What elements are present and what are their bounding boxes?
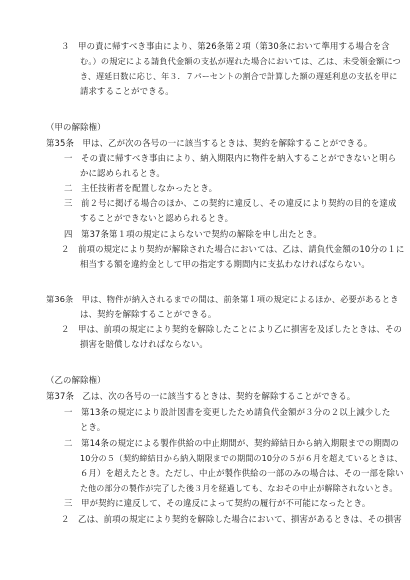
text-line: む。）の規定による請負代金額の支払が遅れた場合においては、乙は、未受領金額につ	[80, 56, 401, 66]
text-line: ３ 甲の責に帰すべき事由により、第26条第２項（第30条において準用する場合を含	[61, 41, 390, 51]
text-line: 10分の５（契約締結日から納入期限までの期間の10分の５が６月を超えているときは、	[80, 454, 403, 463]
article-line: 第36条 甲は、物件が納入されるまでの間は、前条第１項の規定によるほか、必要があるとき	[46, 294, 399, 304]
text-line: 相当する額を違約金として甲の指定する期間内に支払わなければならない。	[80, 259, 370, 269]
text-line: ６月）を超えたとき。ただし、中止が製作供給の一部のみの場合は、その一部を除い	[80, 468, 404, 478]
text-line: た他の部分の製作が完了した後３月を経過しても、なおその中止が解除されないとき。	[80, 484, 398, 493]
text-line: かに認められるとき。	[80, 168, 165, 178]
section-heading: （甲の解除権）	[46, 122, 106, 132]
article-line: 第37条 乙は、次の各号の一に該当するときは、契約を解除することができる。	[46, 391, 356, 401]
text-line: 四 第37条第１項の規定によらないで契約の解除を申し出たとき。	[64, 229, 322, 239]
text-line: 二 第14条の規定による製作供給の中止期間が、契約締結日から納入期限までの期間の	[64, 438, 399, 448]
section-heading: （乙の解除権）	[46, 375, 106, 385]
text-line: 一 第13条の規定により設計図書を変更したため請負代金額が３分の２以上減少した	[64, 407, 391, 417]
article-line: 第35条 甲は、乙が次の各号の一に該当するときは、契約を解除することができる。	[46, 138, 373, 148]
text-line: ２ 前項の規定により契約が解除された場合においては、乙は、請負代金額の10分の１に	[61, 244, 405, 254]
text-line: とき。	[80, 422, 106, 432]
text-line: ２ 乙は、前項の規定により契約を解除した場合において、損害があるときは、その損害	[61, 514, 402, 524]
text-line: は、契約を解除することができる。	[80, 309, 217, 319]
text-line: き、遅延日数に応じ、年３．７パーセントの割合で計算した額の遅延利息の支払を甲に	[80, 72, 398, 81]
text-line: 二 主任技術者を配置しなかったとき。	[64, 183, 218, 193]
text-line: 請求することができる。	[80, 86, 174, 96]
text-line: 一 その責に帰すべき事由により、納入期限内に物件を納入することができないと明ら	[64, 153, 397, 163]
text-line: 三 前２号に掲げる場合のほか、この契約に違反し、その違反により契約の目的を達成	[64, 198, 397, 208]
text-line: ２ 甲は、前項の規定により契約を解除したことにより乙に損害を及ぼしたときは、その	[61, 324, 402, 334]
text-line: 損害を賠償しなければならない。	[80, 339, 208, 349]
text-line: 三 甲が契約に違反して、その違反によって契約の履行が不可能になったとき。	[64, 498, 371, 508]
text-line: することができないと認められるとき。	[80, 213, 234, 223]
